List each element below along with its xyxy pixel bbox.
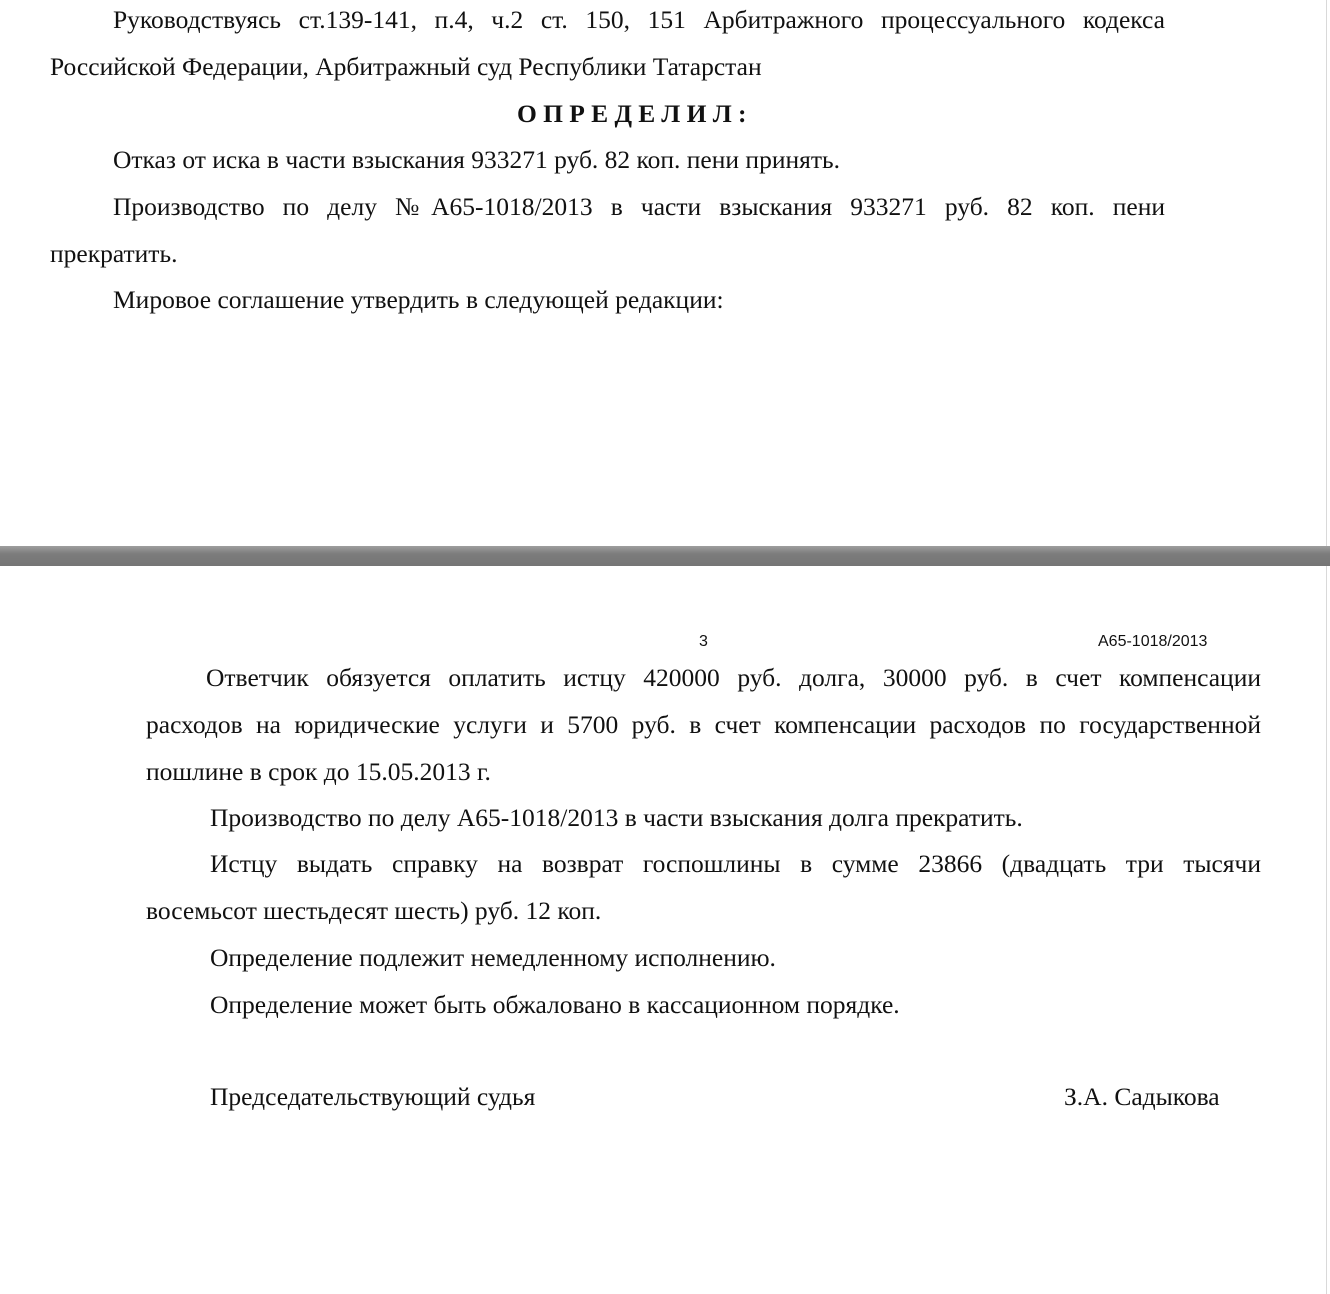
signature-name: З.А. Садыкова: [1064, 1082, 1220, 1111]
text-line: Производство по делу №А65-1018/2013 в части взыскания 933271 руб. 82 коп. пени: [113, 192, 1165, 221]
document-page-bottom: [0, 566, 1327, 1294]
text-line: Мировое соглашение утвердить в следующей редакции:: [113, 285, 724, 314]
text-line: пошлине в срок до 15.05.2013 г.: [146, 757, 491, 786]
text-line: Производство по делу А65-1018/2013 в части взыскания долга прекратить.: [210, 803, 1023, 832]
text-line: Определение может быть обжаловано в кассационном порядке.: [210, 990, 900, 1019]
case-number-header: А65-1018/2013: [1098, 633, 1208, 650]
page-number: 3: [699, 633, 708, 650]
ruling-heading: ОПРЕДЕЛИЛ:: [517, 99, 753, 128]
text-line: Руководствуясь ст.139-141, п.4, ч.2 ст. 150, 151 Арбитражного процессуального кодекса: [113, 5, 1165, 34]
text-line: Российской Федерации, Арбитражный суд Республики Татарстан: [50, 52, 762, 81]
page-separator: [0, 546, 1330, 566]
document-page-top: [0, 0, 1327, 546]
signature-title: Председательствующий судья: [210, 1082, 536, 1111]
text-line: Определение подлежит немедленному исполнению.: [210, 943, 776, 972]
text-line: Истцу выдать справку на возврат госпошлины в сумме 23866 (двадцать три тысячи: [210, 849, 1261, 878]
text-line: Отказ от иска в части взыскания 933271 руб. 82 коп. пени принять.: [113, 145, 840, 174]
text-line: расходов на юридические услуги и 5700 руб. в счет компенсации расходов по государственной: [146, 710, 1261, 739]
text-line: Ответчик обязуется оплатить истцу 420000 руб. долга, 30000 руб. в счет компенсации: [206, 663, 1261, 692]
text-line: прекратить.: [50, 239, 178, 268]
text-line: восемьсот шестьдесят шесть) руб. 12 коп.: [146, 896, 602, 925]
